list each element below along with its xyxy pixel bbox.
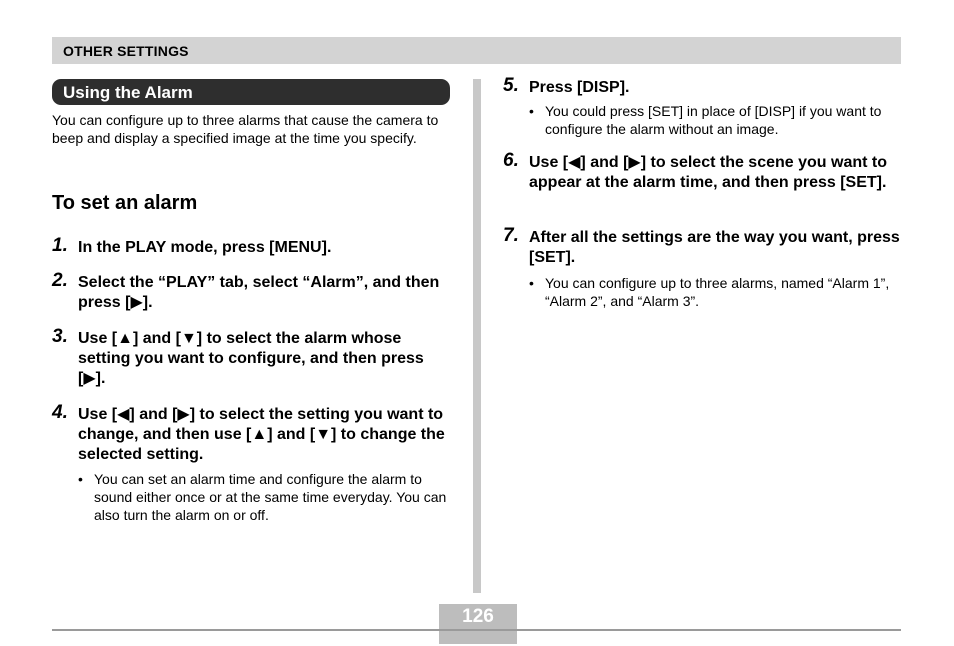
step-4 [52,402,452,465]
step-number: 1. [52,235,68,256]
procedure-heading: To set an alarm [52,192,198,214]
step-text: Press [DISP]. [529,79,630,96]
note-step-7 [529,274,901,310]
step-number: 7. [503,225,519,246]
page-number-box [439,604,517,644]
step-7 [503,225,903,268]
step-number: 3. [52,326,68,347]
step-number: 2. [52,270,68,291]
step-1 [52,235,452,258]
bullet-icon: • [78,471,83,487]
bullet-icon: • [529,275,534,291]
step-2 [52,270,452,313]
section-header-title: OTHER SETTINGS [63,43,189,59]
note-text: You can set an alarm time and configure the alarm to sound either once or at the same time everyday. You can also turn the alarm on or off. [94,471,447,523]
step-number: 4. [52,402,68,423]
note-step-4 [78,470,452,524]
step-6 [503,150,903,193]
page-number: 126 [462,606,494,627]
bullet-icon: • [529,103,534,119]
intro-paragraph: You can configure up to three alarms that cause the camera to beep and display a specified image at the time you specify. [52,112,439,146]
step-number: 5. [503,75,519,96]
topic-title-tab [52,79,450,105]
note-text: You could press [SET] in place of [DISP] if you want to configure the alarm without an image. [545,103,882,137]
step-5 [503,75,903,98]
page-number-base [439,631,517,644]
note-text: You can configure up to three alarms, named “Alarm 1”, “Alarm 2”, and “Alarm 3”. [545,275,890,309]
note-step-5 [529,102,901,138]
step-3 [52,326,452,389]
step-number: 6. [503,150,519,171]
step-text: After all the settings are the way you want, press [SET]. [529,229,900,266]
step-text: Use [◀] and [▶] to select the setting you want to change, and then use [▲] and [▼] to change the selected setting. [78,406,445,463]
topic-title: Using the Alarm [63,83,193,102]
step-text: Use [▲] and [▼] to select the alarm whose setting you want to configure, and then press [▶]. [78,330,424,387]
step-text: In the PLAY mode, press [MENU]. [78,239,332,256]
section-header-bar [52,37,901,64]
step-text: Select the “PLAY” tab, select “Alarm”, and then press [▶]. [78,274,440,311]
step-text: Use [◀] and [▶] to select the scene you want to appear at the alarm time, and then press [SET]. [529,154,887,191]
column-divider [473,79,481,593]
